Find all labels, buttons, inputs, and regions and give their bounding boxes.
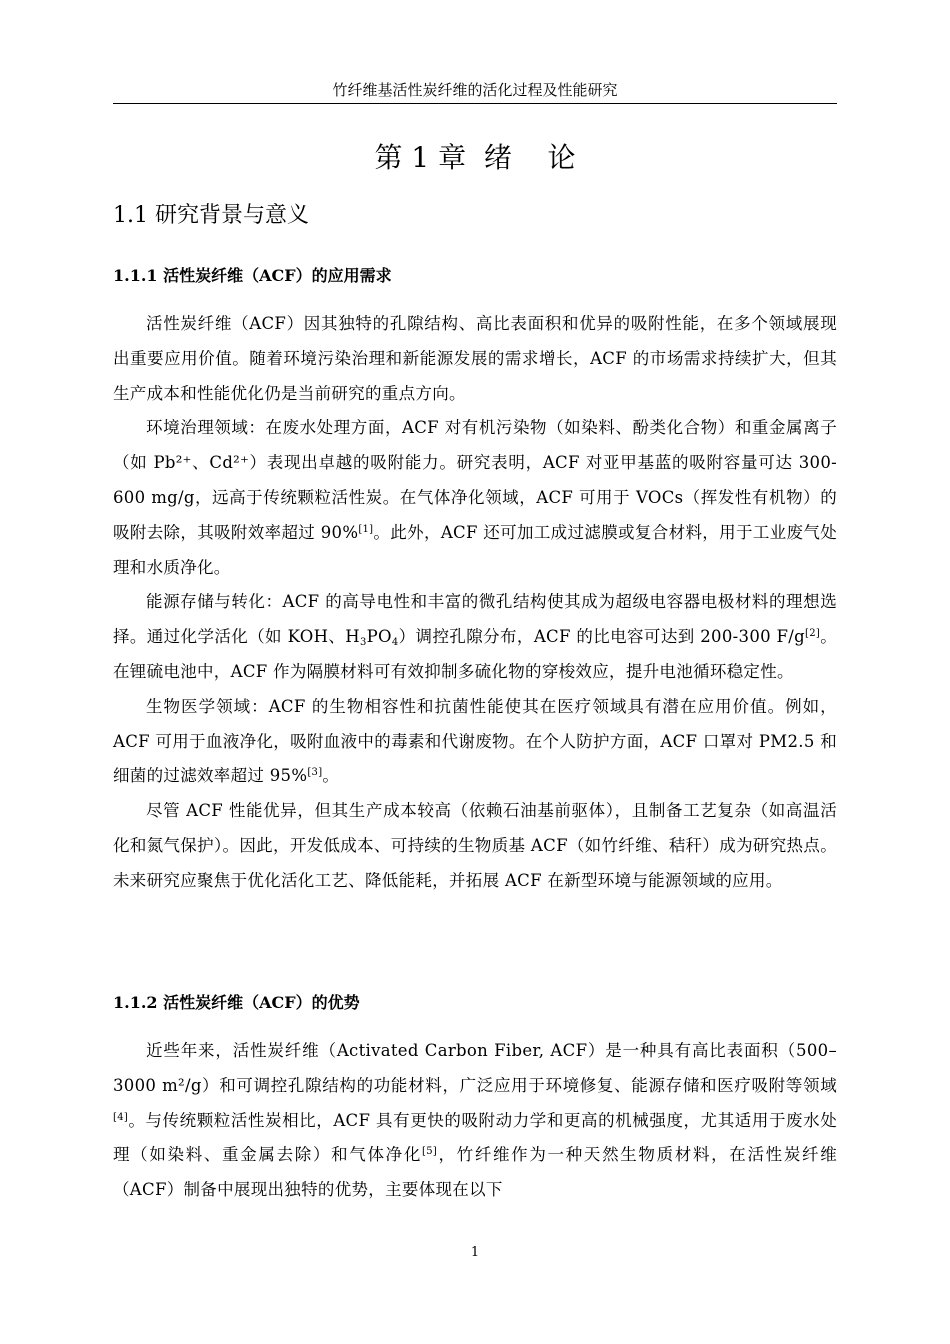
text-run: PO — [366, 627, 392, 647]
running-header: 竹纤维基活性炭纤维的活化过程及性能研究 — [332, 81, 618, 99]
paragraph — [113, 690, 837, 794]
paragraph — [113, 1034, 837, 1208]
text-run: 环境治理领域：在废水处理方面，ACF 对有机污染物（如染料、酚类化合物）和重金属离子（如 Pb²⁺、Cd²⁺）表现出卓越的吸附能力。研究表明，ACF 对亚甲基蓝的吸附容量可达 300-600 mg/g，远高于传统颗粒活性炭。在气体净化领域，ACF 可用于 VOCs（挥发性有机物）的吸附去除，其吸附效率超过 90% — [113, 418, 837, 542]
citation: [5] — [422, 1146, 438, 1158]
text-run: 。与传统颗粒活性炭相比，ACF 具有更快的吸附动力学和更高的机械强度，尤其适用于废水处理（如染料、重金属去除）和气体净化 — [113, 1110, 837, 1165]
text-run: ，竹纤维作为一种天然生物质材料，在活性炭纤维（ACF）制备中展现出独特的优势，主要体现在以下 — [113, 1145, 837, 1200]
text-run: 能源存储与转化：ACF 的高导电性和丰富的微孔结构使其成为超级电容器电极材料的理想选择。通过化学活化（如 KOH、H — [113, 592, 837, 647]
citation: [1] — [358, 523, 374, 535]
page-number: 1 — [470, 1245, 480, 1260]
subscript: 4 — [391, 637, 399, 649]
chapter-title: 第 1 章 绪 论 — [374, 141, 576, 174]
text-run: ）调控孔隙分布，ACF 的比电容可达到 200-300 F/g — [398, 627, 806, 647]
paragraph: 尽管 ACF 性能优异，但其生产成本较高（依赖石油基前驱体），且制备工艺复杂（如高温活化和氮气保护）。因此，开发低成本、可持续的生物质基 ACF（如竹纤维、秸秆）成为研究热点。未来研究应聚焦于优化活化工艺、降低能耗，并拓展 ACF 在新型环境与能源领域的应用。 — [113, 801, 837, 890]
paragraph — [113, 585, 837, 689]
text-run: 。 — [322, 766, 340, 786]
subsection-title-1: 1.1.1 活性炭纤维（ACF）的应用需求 — [113, 266, 392, 285]
section-title: 1.1 研究背景与意义 — [113, 203, 309, 228]
citation: [3] — [307, 767, 323, 779]
text-run: 。此外，ACF 还可加工成过滤膜或复合材料，用于工业废气处理和水质净化。 — [113, 522, 838, 577]
text-run: 。在锂硫电池中，ACF 作为隔膜材料可有效抑制多硫化物的穿梭效应，提升电池循环稳定性。 — [113, 627, 838, 681]
subsection-title-2: 1.1.2 活性炭纤维（ACF）的优势 — [113, 993, 360, 1012]
citation: [4] — [113, 1111, 129, 1123]
subsection-2-body — [113, 1034, 837, 1208]
citation: [2] — [805, 628, 821, 640]
header-rule — [113, 103, 837, 104]
paragraph — [113, 411, 837, 585]
text-run: 近些年来，活性炭纤维（Activated Carbon Fiber, ACF）是一种具有高比表面积（500–3000 m²/g）和可调控孔隙结构的功能材料，广泛应用于环境修复、能源存储和医疗吸附等领域 — [113, 1041, 837, 1095]
text-run: 生物医学领域：ACF 的生物相容性和抗菌性能使其在医疗领域具有潜在应用价值。例如，ACF 可用于血液净化，吸附血液中的毒素和代谢废物。在个人防护方面，ACF 口罩对 PM2.5 和细菌的过滤效率超过 95% — [113, 696, 837, 786]
subscript: 3 — [359, 637, 367, 649]
paragraph: 活性炭纤维（ACF）因其独特的孔隙结构、高比表面积和优异的吸附性能，在多个领域展现出重要应用价值。随着环境污染治理和新能源发展的需求增长，ACF 的市场需求持续扩大，但其生产成本和性能优化仍是当前研究的重点方向。 — [113, 314, 837, 403]
subsection-1-body — [113, 307, 837, 899]
